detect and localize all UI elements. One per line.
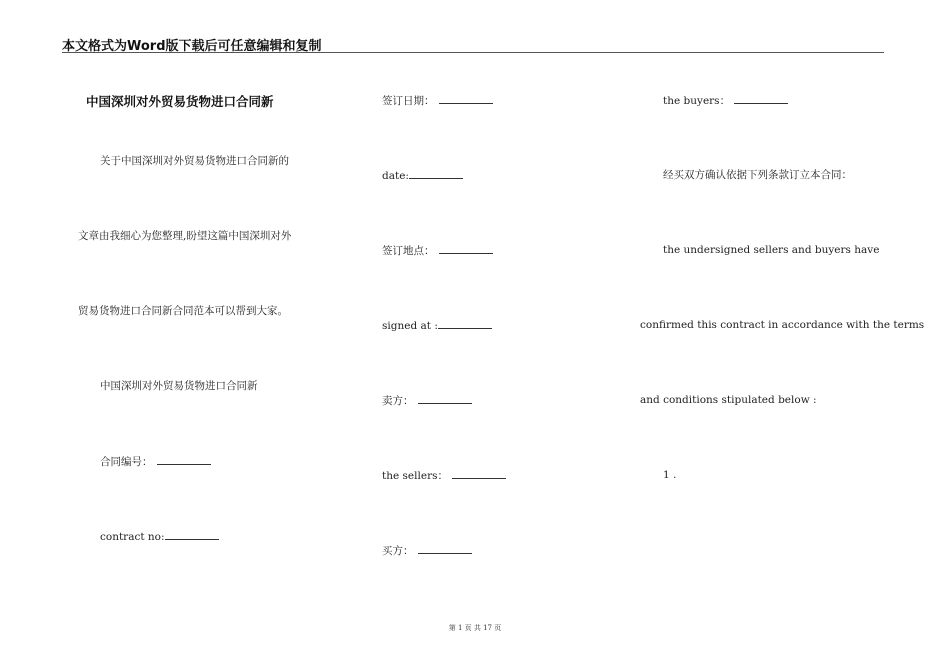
buyers-en-blank (734, 93, 788, 104)
sign-date-cn-label: 签订日期： (382, 95, 435, 107)
contract-no-cn-field (100, 454, 211, 469)
document-title: 中国深圳对外贸易货物进口合同新 (86, 94, 274, 109)
contract-no-cn-blank (157, 454, 211, 465)
buyer-cn-field (382, 543, 472, 558)
sellers-en-field (382, 468, 506, 483)
page-footer: 第 1 页 共 17 页 (448, 624, 502, 632)
contract-no-cn-label: 合同编号： (100, 456, 153, 468)
contract-no-en-label: contract no: (100, 531, 165, 543)
date-en-blank (409, 168, 463, 179)
contract-no-en-blank (165, 529, 219, 540)
terms-en-line-2: confirmed this contract in accordance with the terms (640, 319, 925, 331)
terms-en-line-1: the undersigned sellers and buyers have (663, 244, 880, 256)
intro-line-2: 文章由我细心为您整理,盼望这篇中国深圳对外 (78, 230, 292, 242)
seller-cn-field (382, 393, 472, 408)
intro-line-1: 关于中国深圳对外贸易货物进口合同新的 (100, 155, 289, 167)
signed-at-en-blank (438, 318, 492, 329)
buyer-cn-blank (418, 543, 472, 554)
sign-place-cn-label: 签订地点： (382, 245, 435, 257)
page-header (62, 34, 884, 53)
contract-no-en-field (100, 529, 219, 544)
sellers-en-label: the sellers： (382, 470, 448, 482)
buyers-en-label: the buyers： (663, 95, 731, 107)
date-en-field (382, 168, 463, 183)
confirm-cn-line: 经买双方确认依据下列条款订立本合同： (663, 169, 852, 181)
header-text: 本文格式为Word版下载后可任意编辑和复制 (62, 39, 322, 54)
sellers-en-blank (452, 468, 506, 479)
date-en-label: date: (382, 170, 409, 182)
sign-date-cn-blank (439, 93, 493, 104)
seller-cn-label: 卖方： (382, 395, 414, 407)
seller-cn-blank (418, 393, 472, 404)
sign-date-cn-field (382, 93, 493, 108)
sign-place-cn-blank (439, 243, 493, 254)
intro-line-3: 贸易货物进口合同新合同范本可以帮到大家。 (78, 305, 288, 317)
buyer-cn-label: 买方： (382, 545, 414, 557)
signed-at-en-label: signed at : (382, 320, 438, 332)
signed-at-en-field (382, 318, 492, 333)
buyers-en-field (663, 93, 788, 108)
subtitle-line: 中国深圳对外贸易货物进口合同新 (100, 380, 258, 392)
terms-en-line-3: and conditions stipulated below : (640, 394, 817, 406)
item-number-1: 1 . (663, 469, 677, 481)
sign-place-cn-field (382, 243, 493, 258)
